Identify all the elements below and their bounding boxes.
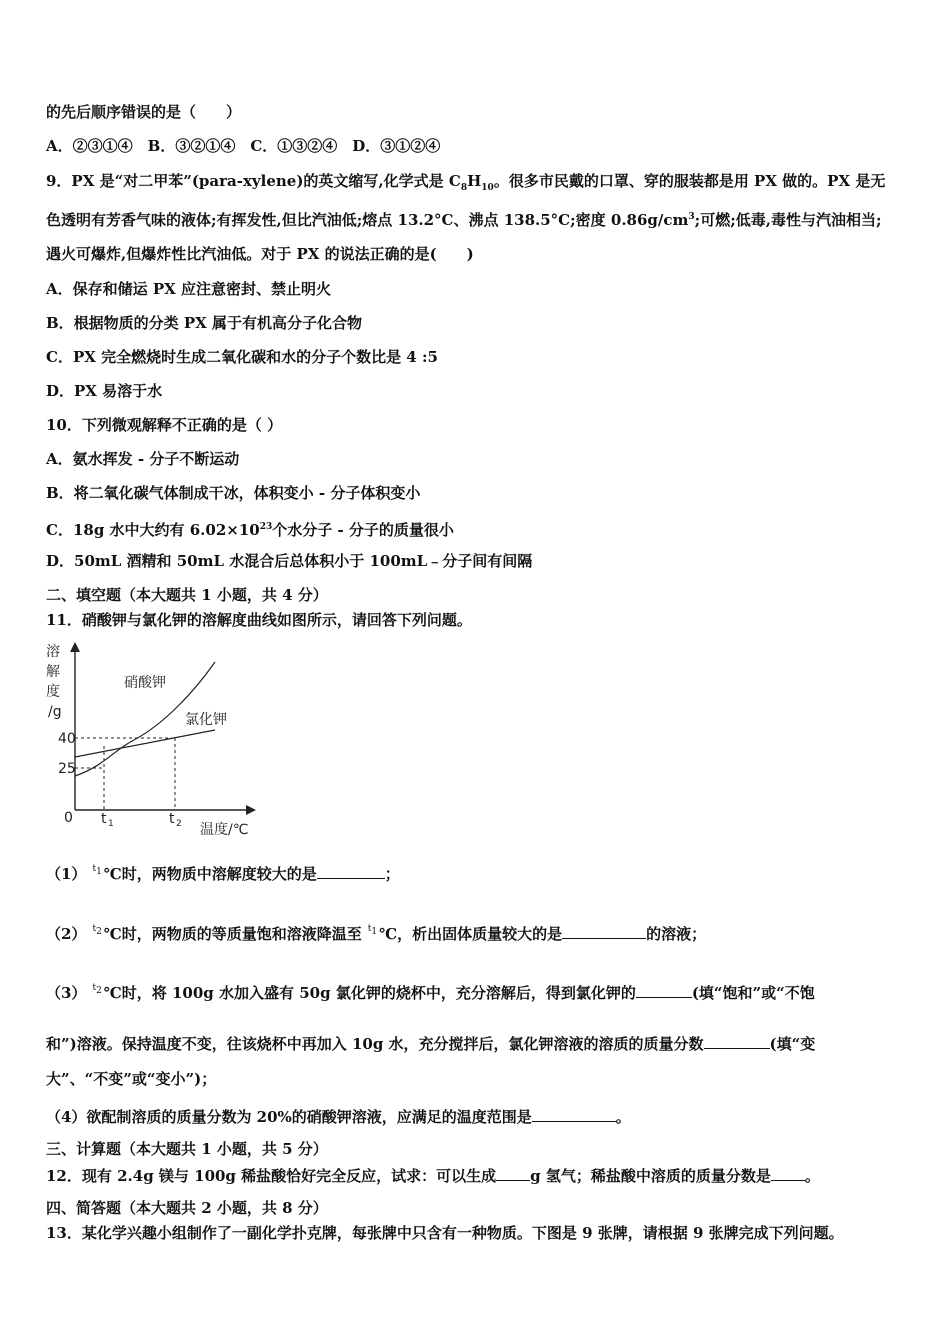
q9-option-a: A．保存和储运 PX 应注意密封、禁止明火 <box>46 280 332 298</box>
q8-options: A．②③①④ B．③②①④ C．①③②④ D．③①②④ <box>46 137 441 155</box>
q10-option-b: B．将二氧化碳气体制成干冰，体积变小 - 分子体积变小 <box>46 484 421 502</box>
q11-part-4: （4）欲配制溶质的质量分数为 20%的硝酸钾溶液，应满足的温度范围是 。 <box>46 1105 631 1127</box>
ytick-25: 25 <box>58 761 76 777</box>
q9-option-c: C．PX 完全燃烧时生成二氧化碳和水的分子个数比是 4 :5 <box>46 348 438 366</box>
ylabel-char-4: /g <box>48 704 62 720</box>
xtick-t2: t <box>169 811 175 827</box>
ytick-40: 40 <box>58 731 76 747</box>
xtick-t1-sub: 1 <box>108 819 114 829</box>
q11-part-1: （1） $^{t_1}$ ℃时，两物质中溶解度较大的是 ； <box>46 864 400 883</box>
q10-stem: 10．下列微观解释不正确的是（ ） <box>46 416 283 434</box>
answer-blank-2[interactable] <box>562 922 646 939</box>
answer-blank-5[interactable] <box>532 1105 616 1122</box>
q9-option-b: B．根据物质的分类 PX 属于有机高分子化合物 <box>46 314 363 332</box>
ylabel-char-2: 解 <box>46 664 60 680</box>
q9-line2: 色透明有芳香气味的液体;有挥发性,但比汽油低;熔点 13.2°C、沸点 138.5°C;密度 $0.86g/cm^3$;可燃;低毒,毒性与汽油相当; <box>46 211 882 229</box>
answer-blank-4[interactable] <box>704 1032 770 1049</box>
section-4-heading: 四、简答题（本大题共 2 小题，共 8 分） <box>46 1199 328 1217</box>
origin-label: 0 <box>64 810 73 826</box>
answer-blank-1[interactable] <box>317 862 385 879</box>
q13-stem: 13．某化学兴趣小组制作了一副化学扑克牌，每张牌中只含有一种物质。下图是 9 张牌，请根据 9 张牌完成下列问题。 <box>46 1224 844 1242</box>
section-3-heading: 三、计算题（本大题共 1 小题，共 5 分） <box>46 1140 328 1158</box>
ylabel-char-3: 度 <box>46 684 60 700</box>
q9-line3: 遇火可爆炸,但爆炸性比汽油低。对于 PX 的说法正确的是( ) <box>46 245 474 263</box>
q11-part-2: （2） $^{t_2}$ ℃时，两物质的等质量饱和溶液降温至 $^{t_1}$ ℃，析出固体质量较大的是 的溶液； <box>46 924 707 943</box>
q11-part-3-line3: 大”、“不变”或“变小”)； <box>46 1070 217 1088</box>
q12: 12．现有 2.4g 镁与 100g 稀盐酸恰好完全反应，试求：可以生成 g 氢气；稀盐酸中溶质的质量分数是 。 <box>46 1164 820 1186</box>
xtick-t1: t <box>101 811 107 827</box>
xtick-t2-sub: 2 <box>176 819 182 829</box>
y-axis-arrow <box>70 642 80 652</box>
q10-option-c: C．18g 水中大约有 $6.02\times 10^{23}$个水分子 - 分子的质量很小 <box>46 521 454 539</box>
series-kno3-label: 硝酸钾 <box>124 675 166 691</box>
q10-option-d: D．50mL 酒精和 50mL 水混合后总体积小于 100mL﹣分子间有间隔 <box>46 552 533 570</box>
series-kcl-label: 氯化钾 <box>185 712 227 728</box>
answer-blank-7[interactable] <box>771 1164 805 1181</box>
q11-stem: 11．硝酸钾与氯化钾的溶解度曲线如图所示，请回答下列问题。 <box>46 611 472 629</box>
answer-blank-3[interactable] <box>636 981 692 998</box>
q11-part-3-line2: 和”)溶液。保持温度不变，往该烧杯中再加入 10g 水，充分搅拌后，氯化钾溶液的溶质的质量分数 (填“变 <box>46 1032 815 1054</box>
ylabel-char-1: 溶 <box>46 644 60 660</box>
q10-option-a: A．氨水挥发 - 分子不断运动 <box>46 450 240 468</box>
q9-line1: 9．PX 是“对二甲苯”(para-xylene)的英文缩写,化学式是 $C_8H_{10}$。很多市民戴的口罩、穿的服装都是用 PX 做的。PX 是无 <box>46 172 886 193</box>
x-axis-arrow <box>246 805 256 815</box>
solubility-chart <box>44 640 264 840</box>
q9-option-d: D．PX 易溶于水 <box>46 382 163 400</box>
xlabel: 温度/℃ <box>200 822 249 838</box>
q11-part-3-line1: （3） $^{t_2}$ ℃时，将 100g 水加入盛有 50g 氯化钾的烧杯中，充分溶解后，得到氯化钾的 (填“饱和”或“不饱 <box>46 983 815 1002</box>
section-2-heading: 二、填空题（本大题共 1 小题，共 4 分） <box>46 586 328 604</box>
q8-stem-end: 的先后顺序错误的是（ ） <box>46 103 242 121</box>
answer-blank-6[interactable] <box>496 1164 530 1181</box>
